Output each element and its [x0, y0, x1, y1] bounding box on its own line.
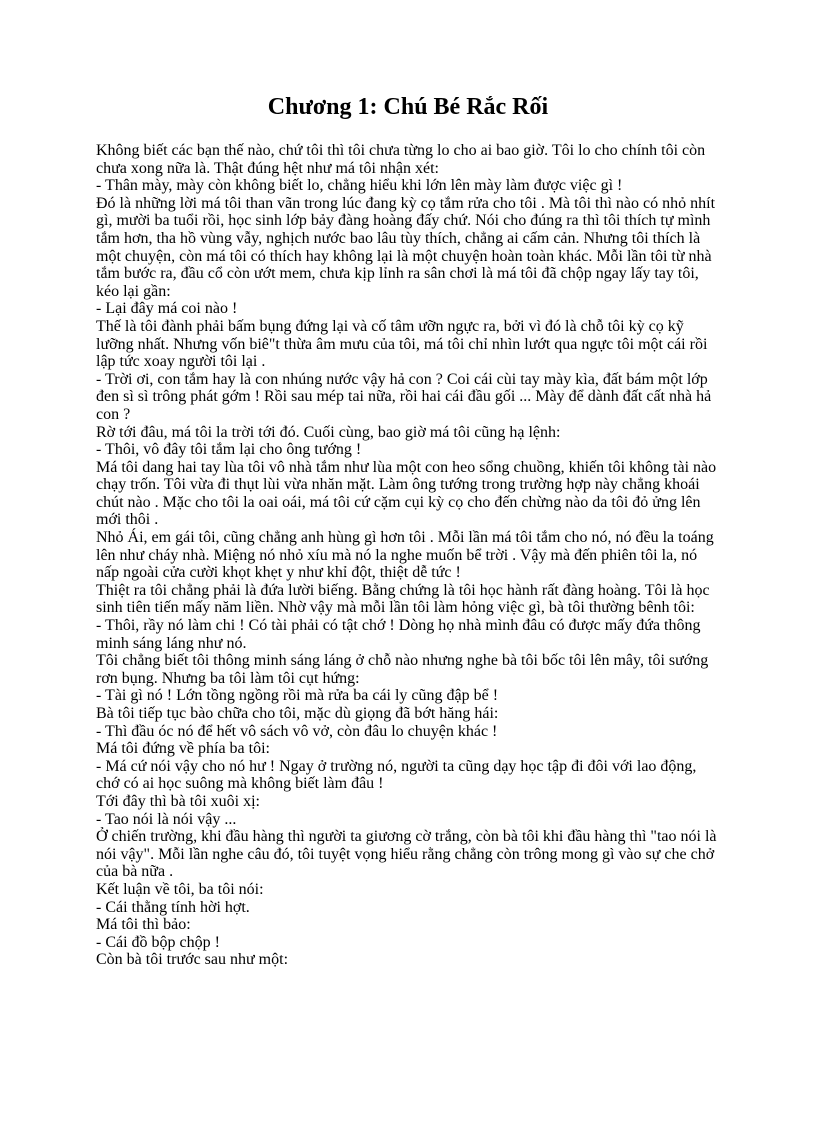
- dialogue-line: - Thôi, rầy nó làm chi ! Có tài phải có tật chớ ! Dòng họ nhà mình đâu có được mấy đứa thông minh sáng láng như nó.: [96, 617, 701, 652]
- dialogue-line: - Lại đây má coi nào !: [96, 300, 238, 318]
- paragraph: Bà tôi tiếp tục bào chữa cho tôi, mặc dù giọng đã bớt hăng hái:: [96, 705, 499, 722]
- paragraph: Nhỏ Ái, em gái tôi, cũng chẳng anh hùng gì hơn tôi . Mỗi lần má tôi tắm cho nó, nó đều la toáng lên như cháy nhà. Miệng nó nhỏ xíu mà nó la nghe muốn bể trời . Vậy mà đến phiên tôi la, nó nấp ngoài cửa cười khọt khẹt y như khỉ đột, thiệt dễ tức !: [96, 529, 714, 582]
- dialogue-line: - Tài gì nó ! Lớn tồng ngồng rồi mà rửa ba cái ly cũng đập bể !: [96, 687, 499, 705]
- dialogue-line: - Tao nói là nói vậy ...: [96, 810, 237, 828]
- dialogue-line: - Má cứ nói vậy cho nó hư ! Ngay ở trường nó, người ta cũng dạy học tập đi đôi với lao động, chớ có ai học suông mà không biết làm đâu !: [96, 757, 697, 793]
- paragraph: Má tôi đứng về phía ba tôi:: [96, 740, 270, 758]
- dialogue-line: - Thôi, vô đây tôi tắm lại cho ông tướng !: [96, 441, 362, 459]
- paragraph: Tôi chẳng biết tôi thông minh sáng láng ở chỗ nào nhưng nghe bà tôi bốc tôi lên mây, tôi sướng rơn bụng. Nhưng ba tôi làm tôi cụt hứng:: [96, 652, 709, 687]
- paragraph: Còn bà tôi trước sau như một:: [96, 951, 289, 969]
- paragraph: Thế là tôi đành phải bấm bụng đứng lại và cố tâm ưỡn ngực ra, bởi vì đó là chỗ tôi kỳ cọ kỹ lưỡng nhất. Nhưng vốn biê"t thừa âm mưu của tôi, má tôi chỉ nhìn lướt qua ngực tôi một cái rồi lập tức xoay người tôi lại .: [96, 317, 708, 371]
- paragraph: Kết luận về tôi, ba tôi nói:: [96, 880, 264, 898]
- paragraph: Ở chiến trường, khi đầu hàng thì người ta giương cờ trắng, còn bà tôi khi đầu hàng thì "tao nói là nói vậy". Mỗi lần nghe câu đó, tôi tuyệt vọng hiểu rằng chẳng còn trông mong gì vào sự che chở của bà nữa .: [96, 828, 717, 881]
- paragraph: Má tôi dang hai tay lùa tôi vô nhà tắm như lùa một con heo sổng chuồng, khiến tôi không tài nào chạy trốn. Tôi vừa đi thụt lùi vừa nhăn mặt. Làm ông tướng trong trường hợp này chẳng khoái chút nào . Mặc cho tôi la oai oái, má tôi cứ cặm cụi kỳ cọ cho đến chừng nào da tôi đỏ ửng lên mới thôi .: [96, 458, 717, 529]
- paragraph: Má tôi thì bảo:: [96, 916, 191, 934]
- paragraph: Rờ tới đâu, má tôi la trời tới đó. Cuối cùng, bao giờ má tôi cũng hạ lệnh:: [96, 423, 561, 441]
- paragraph: Đó là những lời má tôi than vãn trong lúc đang kỳ cọ tắm rửa cho tôi . Mà tôi thì nào có nhỏ nhít gì, mười ba tuổi rồi, học sinh lớp bảy đàng hoàng đấy chứ. Nói cho đúng ra thì tôi thích tự mình tắm hơn, tha hồ vùng vẫy, nghịch nước bao lâu tùy thích, chẳng ai cấm cản. Nhưng tôi thích là một chuyện, còn má tôi có thích hay không lại là một chuyện hoàn toàn khác. Mỗi lần tôi từ nhà tắm bước ra, đầu cổ còn ướt mem, chưa kịp lỉnh ra sân chơi là má tôi đã chộp ngay lấy tay tôi, kéo lại gần:: [96, 194, 716, 300]
- paragraph: Tới đây thì bà tôi xuôi xị:: [96, 792, 260, 810]
- dialogue-line: - Cái đồ bộp chộp !: [96, 933, 220, 951]
- dialogue-line: - Thân mày, mày còn không biết lo, chẳng hiểu khi lớn lên mày làm được việc gì !: [96, 177, 623, 195]
- dialogue-line: - Cái thằng tính hời hợt.: [96, 898, 250, 916]
- paragraph: Không biết các bạn thế nào, chứ tôi thì tôi chưa từng lo cho ai bao giờ. Tôi lo cho chính tôi còn chưa xong nữa là. Thật đúng hệt như má tôi nhận xét:: [96, 142, 706, 177]
- chapter-body: [96, 142, 722, 969]
- paragraph: Thiệt ra tôi chẳng phải là đứa lười biếng. Bằng chứng là tôi học hành rất đàng hoàng. Tôi là học sinh tiên tiến mấy năm liền. Nhờ vậy mà mỗi lần tôi làm hỏng việc gì, bà tôi thường bênh tôi:: [96, 581, 710, 617]
- dialogue-line: - Thì đầu óc nó để hết vô sách vô vở, còn đâu lo chuyện khác !: [96, 722, 498, 740]
- chapter-title: Chương 1: Chú Bé Rắc Rối: [267, 94, 549, 120]
- dialogue-line: - Trời ơi, con tắm hay là con nhúng nước vậy hả con ? Coi cái cùi tay mày kìa, đất bám một lớp đen sì sì trông phát gớm ! Rồi sau mép tai nữa, rồi hai cái đầu gối ... Mày để dành đất cất nhà hả con ?: [96, 370, 712, 423]
